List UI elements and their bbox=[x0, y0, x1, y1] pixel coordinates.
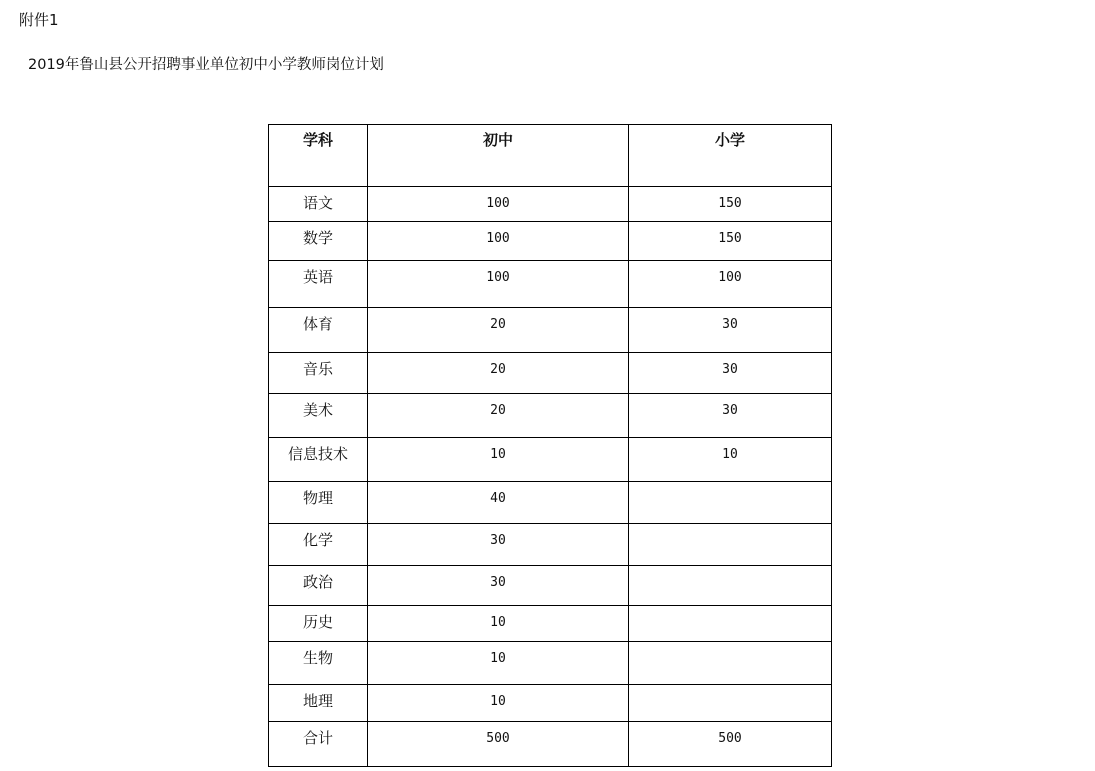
subject-cell: 物理 bbox=[269, 482, 368, 524]
junior-count-cell: 40 bbox=[368, 482, 629, 524]
junior-count-cell: 10 bbox=[368, 642, 629, 685]
junior-count-cell: 100 bbox=[368, 222, 629, 261]
attachment-label: 附件1 bbox=[19, 11, 59, 29]
table-row bbox=[269, 353, 832, 394]
junior-count-cell: 20 bbox=[368, 353, 629, 394]
table-row bbox=[269, 685, 832, 722]
subject-cell: 地理 bbox=[269, 685, 368, 722]
junior-count-cell: 30 bbox=[368, 566, 629, 606]
primary-count-cell bbox=[629, 524, 832, 566]
subject-cell: 美术 bbox=[269, 394, 368, 438]
subject-cell: 政治 bbox=[269, 566, 368, 606]
junior-count-cell: 10 bbox=[368, 685, 629, 722]
junior-count-cell: 100 bbox=[368, 187, 629, 222]
subject-cell: 体育 bbox=[269, 308, 368, 353]
table-row bbox=[269, 524, 832, 566]
junior-count-cell: 30 bbox=[368, 524, 629, 566]
junior-count-cell: 10 bbox=[368, 606, 629, 642]
primary-count-cell: 100 bbox=[629, 261, 832, 308]
subject-cell: 语文 bbox=[269, 187, 368, 222]
table-row bbox=[269, 606, 832, 642]
primary-count-cell bbox=[629, 566, 832, 606]
primary-count-cell bbox=[629, 642, 832, 685]
table-row bbox=[269, 438, 832, 482]
teacher-plan-table bbox=[268, 124, 832, 767]
subject-cell: 信息技术 bbox=[269, 438, 368, 482]
primary-count-cell: 30 bbox=[629, 353, 832, 394]
subject-cell: 数学 bbox=[269, 222, 368, 261]
junior-count-cell: 20 bbox=[368, 394, 629, 438]
table-row bbox=[269, 308, 832, 353]
subject-cell: 化学 bbox=[269, 524, 368, 566]
total-label-cell: 合计 bbox=[269, 722, 368, 767]
subject-cell: 音乐 bbox=[269, 353, 368, 394]
junior-count-cell: 100 bbox=[368, 261, 629, 308]
header-junior-high: 初中 bbox=[368, 125, 629, 187]
header-subject: 学科 bbox=[269, 125, 368, 187]
table-header-row bbox=[269, 125, 832, 187]
table-row-total bbox=[269, 722, 832, 767]
primary-total-cell: 500 bbox=[629, 722, 832, 767]
primary-count-cell: 10 bbox=[629, 438, 832, 482]
subject-cell: 英语 bbox=[269, 261, 368, 308]
junior-total-cell: 500 bbox=[368, 722, 629, 767]
primary-count-cell bbox=[629, 606, 832, 642]
table-row bbox=[269, 566, 832, 606]
table-row bbox=[269, 394, 832, 438]
primary-count-cell bbox=[629, 685, 832, 722]
junior-count-cell: 10 bbox=[368, 438, 629, 482]
table-row bbox=[269, 482, 832, 524]
table-row bbox=[269, 187, 832, 222]
table-row bbox=[269, 261, 832, 308]
primary-count-cell: 150 bbox=[629, 187, 832, 222]
primary-count-cell: 150 bbox=[629, 222, 832, 261]
primary-count-cell: 30 bbox=[629, 394, 832, 438]
primary-count-cell bbox=[629, 482, 832, 524]
subject-cell: 生物 bbox=[269, 642, 368, 685]
primary-count-cell: 30 bbox=[629, 308, 832, 353]
table-row bbox=[269, 222, 832, 261]
junior-count-cell: 20 bbox=[368, 308, 629, 353]
subject-cell: 历史 bbox=[269, 606, 368, 642]
table-row bbox=[269, 642, 832, 685]
page-title: 2019年鲁山县公开招聘事业单位初中小学教师岗位计划 bbox=[28, 57, 384, 73]
header-primary: 小学 bbox=[629, 125, 832, 187]
